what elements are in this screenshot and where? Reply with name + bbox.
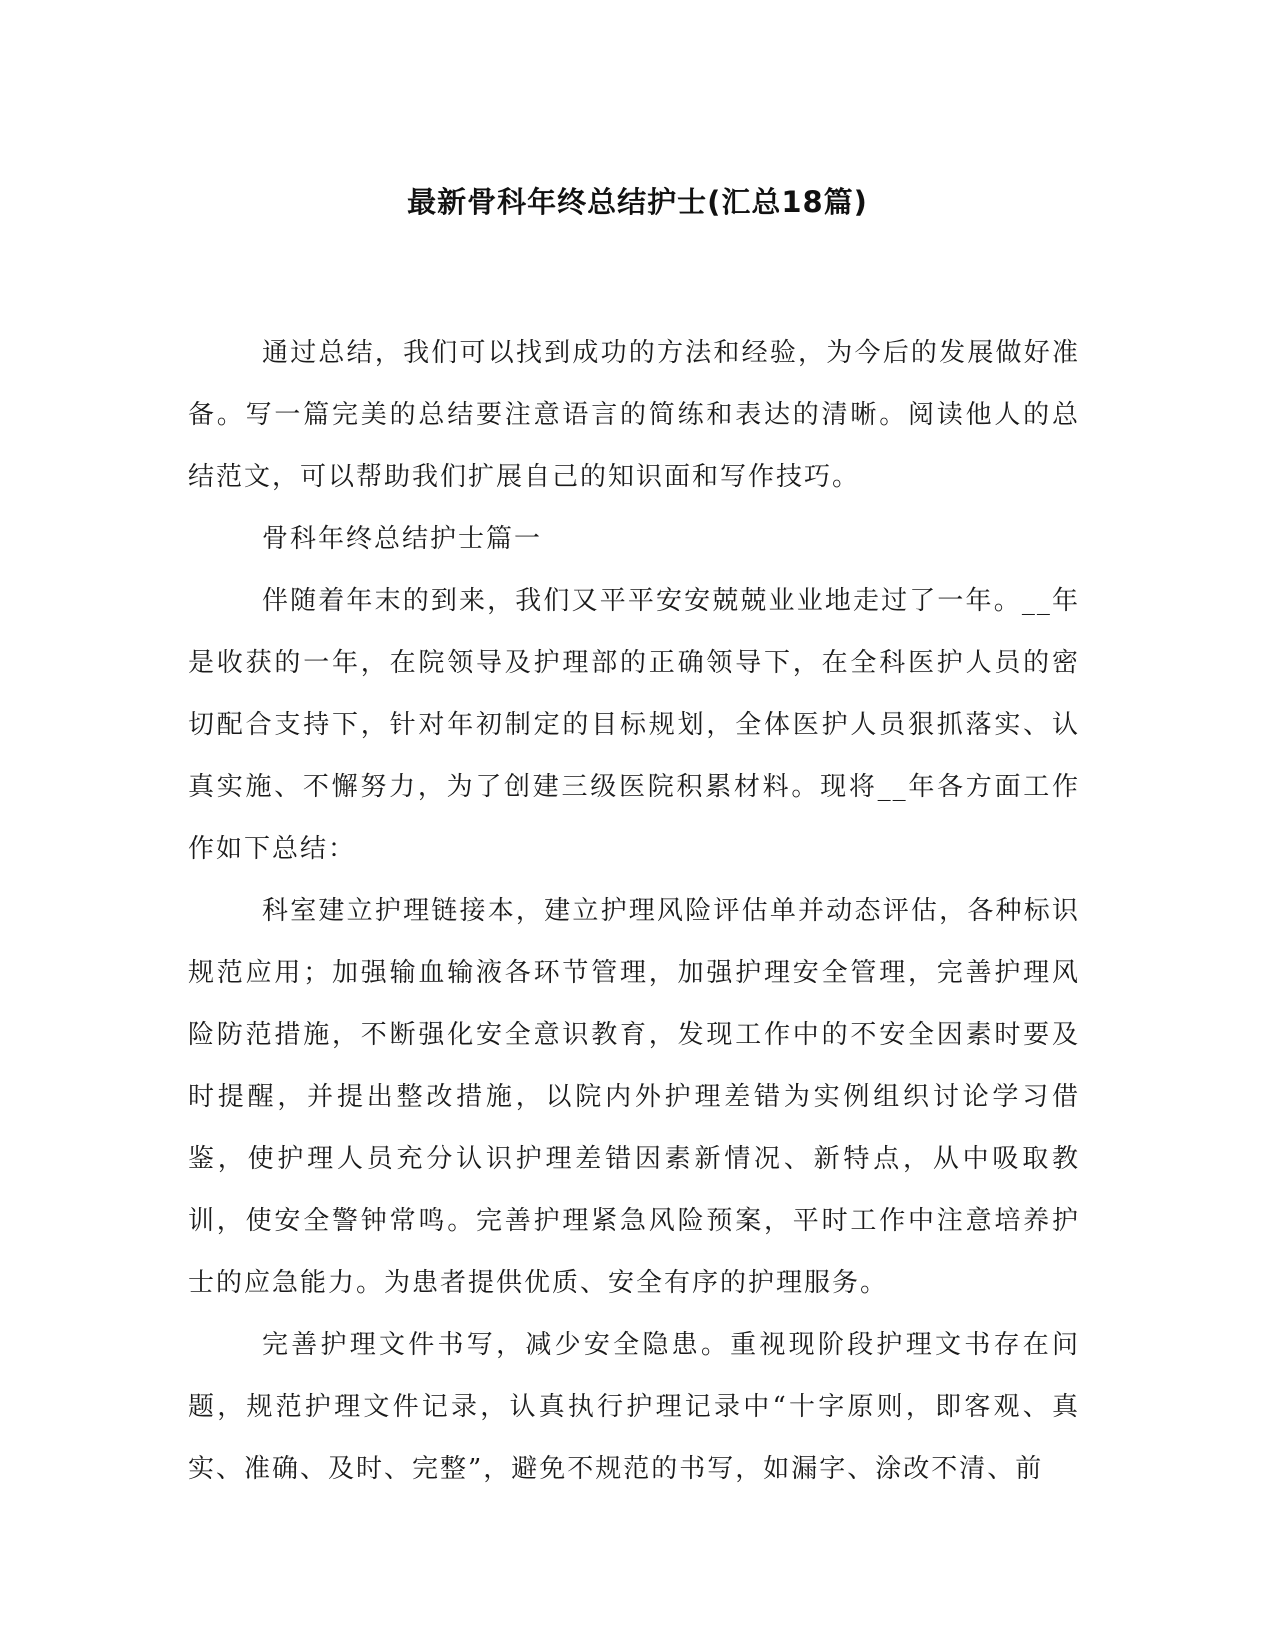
section-heading: 骨科年终总结护士篇一 bbox=[262, 524, 543, 554]
intro-paragraph: 通过总结，我们可以找到成功的方法和经验，为今后的发展做好准备。写一篇完美的总结要注意语言的简练和表达的清晰。阅读他人的总结范文，可以帮助我们扩展自己的知识面和写作技巧。 bbox=[188, 338, 1080, 492]
document-title: 最新骨科年终总结护士(汇总18篇) bbox=[407, 185, 868, 219]
body-paragraph: 伴随着年末的到来，我们又平平安安兢兢业业地走过了一年。__年是收获的一年，在院领导及护理部的正确领导下，在全科医护人员的密切配合支持下，针对年初制定的目标规划，全体医护人员狠抓落实、认真实施、不懈努力，为了创建三级医院积累材料。现将__年各方面工作作如下总结： bbox=[188, 586, 1080, 864]
body-paragraph: 科室建立护理链接本，建立护理风险评估单并动态评估，各种标识规范应用；加强输血输液各环节管理，加强护理安全管理，完善护理风险防范措施，不断强化安全意识教育，发现工作中的不安全因素时要及时提醒，并提出整改措施，以院内外护理差错为实例组织讨论学习借鉴，使护理人员充分认识护理差错因素新情况、新特点，从中吸取教训，使安全警钟常鸣。完善护理紧急风险预案，平时工作中注意培养护士的应急能力。为患者提供优质、安全有序的护理服务。 bbox=[188, 896, 1080, 1298]
document-body bbox=[188, 322, 1080, 1500]
body-paragraph: 完善护理文件书写，减少安全隐患。重视现阶段护理文书存在问题，规范护理文件记录，认真执行护理记录中“十字原则，即客观、真实、准确、及时、完整”，避免不规范的书写，如漏字、涂改不清、前 bbox=[188, 1330, 1080, 1484]
